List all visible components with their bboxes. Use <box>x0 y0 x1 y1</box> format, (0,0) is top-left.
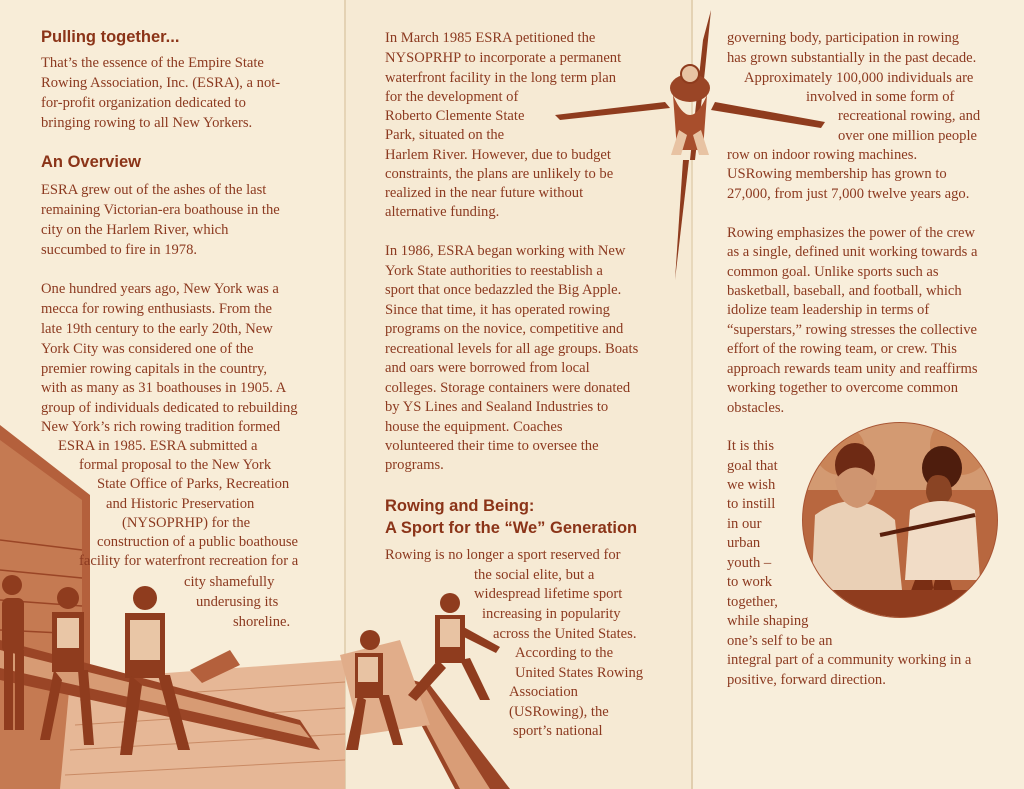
petition-line: Harlem River. However, due to budget <box>385 147 611 163</box>
history-line: York City was considered one of the <box>41 341 254 357</box>
crew-line: Rowing emphasizes the power of the crew <box>727 225 976 241</box>
petition-line: constraints, the plans are unlikely to be <box>385 166 614 182</box>
governing-line: over one million people <box>838 128 978 144</box>
crew-line: as a single, defined unit working towards a <box>727 244 978 260</box>
heading-overview: An Overview <box>41 153 141 171</box>
intro-line: for-profit organization dedicated to <box>41 95 246 111</box>
petition-line: In March 1985 ESRA petitioned the <box>385 30 596 46</box>
crew-line: effort of the rowing team, or crew. This <box>727 341 957 357</box>
being-line: Association <box>509 684 578 700</box>
being-line: sport’s national <box>513 723 603 739</box>
governing-line: 27,000, from just 7,000 twelve years ago. <box>727 186 970 202</box>
petition-line: alternative funding. <box>385 204 500 220</box>
history-line: premier rowing capitals in the country, <box>41 361 267 377</box>
goal-line: one’s self to be an <box>727 633 833 649</box>
since1986-line: programs. <box>385 457 444 473</box>
governing-line: has grown substantially in the past decade. <box>727 50 977 66</box>
since1986-line: by YS Lines and Sealand Industries to <box>385 399 609 415</box>
since1986-line: and oars were borrowed from local <box>385 360 590 376</box>
history-line: One hundred years ago, New York was a <box>41 281 279 297</box>
goal-line: It is this <box>727 438 775 454</box>
being-line: According to the <box>515 645 614 661</box>
history-line: city shamefully <box>184 574 275 590</box>
governing-line: governing body, participation in rowing <box>727 30 960 46</box>
overview-line: succumbed to fire in 1978. <box>41 242 198 258</box>
being-line: Rowing is no longer a sport reserved for <box>385 547 621 563</box>
intro-line: That’s the essence of the Empire State <box>41 55 264 71</box>
being-line: United States Rowing <box>515 665 644 681</box>
history-line: and Historic Preservation <box>106 496 255 512</box>
intro-line: Rowing Association, Inc. (ESRA), a not- <box>41 75 281 91</box>
being-line: across the United States. <box>493 626 637 642</box>
since1986-line: Since that time, it has operated rowing <box>385 302 610 318</box>
history-line: shoreline. <box>233 614 291 630</box>
history-line: late 19th century to the early 20th, New <box>41 321 273 337</box>
goal-line: in our <box>727 516 762 532</box>
being-line: widespread lifetime sport <box>474 586 623 602</box>
intro-line: bringing rowing to all New Yorkers. <box>41 115 253 131</box>
since1986-line: recreational levels for all age groups. Boats <box>385 341 639 357</box>
being-line: the social elite, but a <box>474 567 595 583</box>
goal-line: integral part of a community working in a <box>727 652 972 668</box>
since1986-line: volunteered their time to oversee the <box>385 438 599 454</box>
history-line: facility for waterfront recreation for a <box>79 553 299 569</box>
goal-line: goal that <box>727 458 778 474</box>
petition-line: Park, situated on the <box>385 127 505 143</box>
crew-line: obstacles. <box>727 400 785 416</box>
history-line: New York’s rich rowing tradition formed <box>41 419 281 435</box>
heading-rowing-and-being: Rowing and Being: <box>385 497 535 515</box>
history-line: mecca for rowing enthusiasts. From the <box>41 301 273 317</box>
governing-line: recreational rowing, and <box>838 108 981 124</box>
governing-line: row on indoor rowing machines. <box>727 147 918 163</box>
petition-line: waterfront facility in the long term plan <box>385 70 616 86</box>
overview-line: remaining Victorian-era boathouse in the <box>41 202 280 218</box>
history-line: underusing its <box>196 594 279 610</box>
history-line: group of individuals dedicated to rebuilding <box>41 400 298 416</box>
overview-line: ESRA grew out of the ashes of the last <box>41 182 267 198</box>
crew-line: common goal. Unlike sports such as <box>727 264 939 280</box>
rowers-launching-illustration <box>310 585 510 789</box>
history-line: formal proposal to the New York <box>79 457 272 473</box>
since1986-line: house the equipment. Coaches <box>385 419 563 435</box>
history-line: State Office of Parks, Recreation <box>97 476 290 492</box>
since1986-line: sport that once bedazzled the Big Apple. <box>385 282 622 298</box>
goal-line: to instill <box>727 496 776 512</box>
since1986-line: York State authorities to reestablish a <box>385 263 603 279</box>
being-line: increasing in popularity <box>482 606 621 622</box>
crew-line: “superstars,” rowing stresses the collective <box>727 322 978 338</box>
governing-line: Approximately 100,000 individuals are <box>744 70 974 86</box>
petition-line: for the development of <box>385 89 519 105</box>
history-line: construction of a public boathouse <box>97 534 299 550</box>
petition-line: realized in the near future without <box>385 185 584 201</box>
history-line: ESRA in 1985. ESRA submitted a <box>58 438 258 454</box>
governing-line: USRowing membership has grown to <box>727 166 947 182</box>
goal-line: while shaping <box>727 613 809 629</box>
goal-line: together, <box>727 594 778 610</box>
petition-line: Roberto Clemente State <box>385 108 525 124</box>
being-line: (USRowing), the <box>509 704 609 720</box>
goal-line: urban <box>727 535 761 551</box>
petition-line: NYSOPRHP to incorporate a permanent <box>385 50 622 66</box>
youth-rowing-photo <box>800 420 1000 620</box>
crew-line: basketball, baseball, and football, which <box>727 283 962 299</box>
history-line: (NYSOPRHP) for the <box>122 515 251 531</box>
governing-line: involved in some form of <box>806 89 955 105</box>
since1986-line: In 1986, ESRA began working with New <box>385 243 626 259</box>
crew-line: approach rewards team unity and reaffirms <box>727 361 978 377</box>
heading-pulling-together: Pulling together... <box>41 28 180 46</box>
goal-line: we wish <box>727 477 776 493</box>
history-line: with as many as 31 boathouses in 1905. A <box>41 380 287 396</box>
goal-line: to work <box>727 574 772 590</box>
heading-we-generation: A Sport for the “We” Generation <box>385 519 638 537</box>
crew-line: idolize team leadership in terms of <box>727 302 930 318</box>
goal-line: positive, forward direction. <box>727 672 886 688</box>
goal-line: youth – <box>727 555 772 571</box>
since1986-line: programs on the novice, competitive and <box>385 321 624 337</box>
since1986-line: colleges. Storage containers were donated <box>385 380 631 396</box>
overview-line: city on the Harlem River, which <box>41 222 229 238</box>
crew-line: working together to overcome common <box>727 380 959 396</box>
